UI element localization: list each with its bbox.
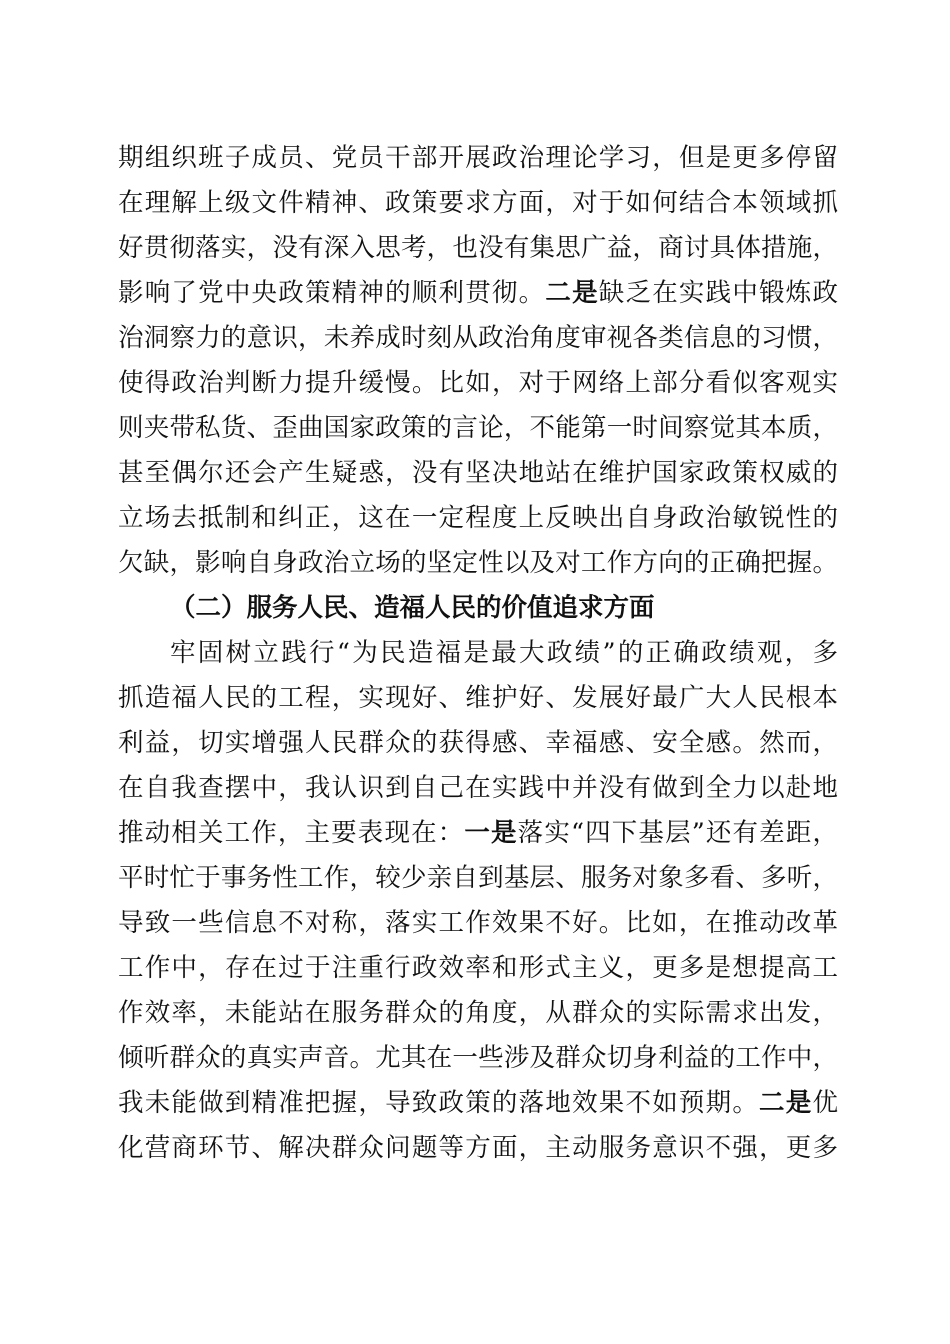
- section-heading: （二）服务人民、造福人民的价值追求方面: [170, 593, 655, 623]
- paragraph-line: 治洞察力的意识，未养成时刻从政治角度审视各类信息的习惯，: [118, 323, 838, 353]
- paragraph-line: 化营商环节、解决群众问题等方面，主动服务意识不强，更多: [118, 1133, 838, 1163]
- paragraph-line: 在理解上级文件精神、政策要求方面，对于如何结合本领域抓: [118, 188, 838, 218]
- paragraph-text: 我未能做到精准把握，导致政策的落地效果不如预期。: [118, 1088, 760, 1118]
- emphasis-label: 二是: [759, 1088, 813, 1118]
- paragraph-line: [118, 273, 838, 313]
- paragraph-line: 则夹带私货、歪曲国家政策的言论，不能第一时间察觉其本质，: [118, 413, 838, 443]
- paragraph-line: 牢固树立践行“为民造福是最大政绩”的正确政绩观，多: [170, 638, 838, 668]
- paragraph-line: 期组织班子成员、党员干部开展政治理论学习，但是更多停留: [118, 143, 838, 173]
- paragraph-text: 落实“四下基层”还有差距，: [517, 818, 838, 848]
- paragraph-line: 抓造福人民的工程，实现好、维护好、发展好最广大人民根本: [118, 683, 838, 713]
- paragraph-line: [118, 813, 838, 853]
- paragraph-line: 欠缺，影响自身政治立场的坚定性以及对工作方向的正确把握。: [118, 548, 838, 578]
- emphasis-label: 一是: [464, 818, 518, 848]
- paragraph-line: 平时忙于事务性工作，较少亲自到基层、服务对象多看、多听，: [118, 863, 838, 893]
- paragraph-line: 使得政治判断力提升缓慢。比如，对于网络上部分看似客观实: [118, 368, 838, 398]
- paragraph-text: 优: [812, 1088, 838, 1118]
- paragraph-line: 倾听群众的真实声音。尤其在一些涉及群众切身利益的工作中，: [118, 1043, 838, 1073]
- paragraph-line: [118, 1083, 838, 1123]
- paragraph-line: 在自我查摆中，我认识到自己在实践中并没有做到全力以赴地: [118, 773, 838, 803]
- paragraph-line: 导致一些信息不对称，落实工作效果不好。比如，在推动改革: [118, 908, 838, 938]
- paragraph-line: 利益，切实增强人民群众的获得感、幸福感、安全感。然而，: [118, 728, 838, 758]
- paragraph-line: 好贯彻落实，没有深入思考，也没有集思广益，商讨具体措施，: [118, 233, 838, 263]
- emphasis-label: 二是: [545, 278, 599, 308]
- paragraph-text: 推动相关工作，主要表现在：: [118, 818, 465, 848]
- paragraph-text: 缺乏在实践中锻炼政: [598, 278, 838, 308]
- paragraph-text: 影响了党中央政策精神的顺利贯彻。: [118, 278, 546, 308]
- paragraph-line: 立场去抵制和纠正，这在一定程度上反映出自身政治敏锐性的: [118, 503, 838, 533]
- paragraph-line: 甚至偶尔还会产生疑惑，没有坚决地站在维护国家政策权威的: [118, 458, 838, 488]
- paragraph-line: 工作中，存在过于注重行政效率和形式主义，更多是想提高工: [118, 953, 838, 983]
- paragraph-line: 作效率，未能站在服务群众的角度，从群众的实际需求出发，: [118, 998, 838, 1028]
